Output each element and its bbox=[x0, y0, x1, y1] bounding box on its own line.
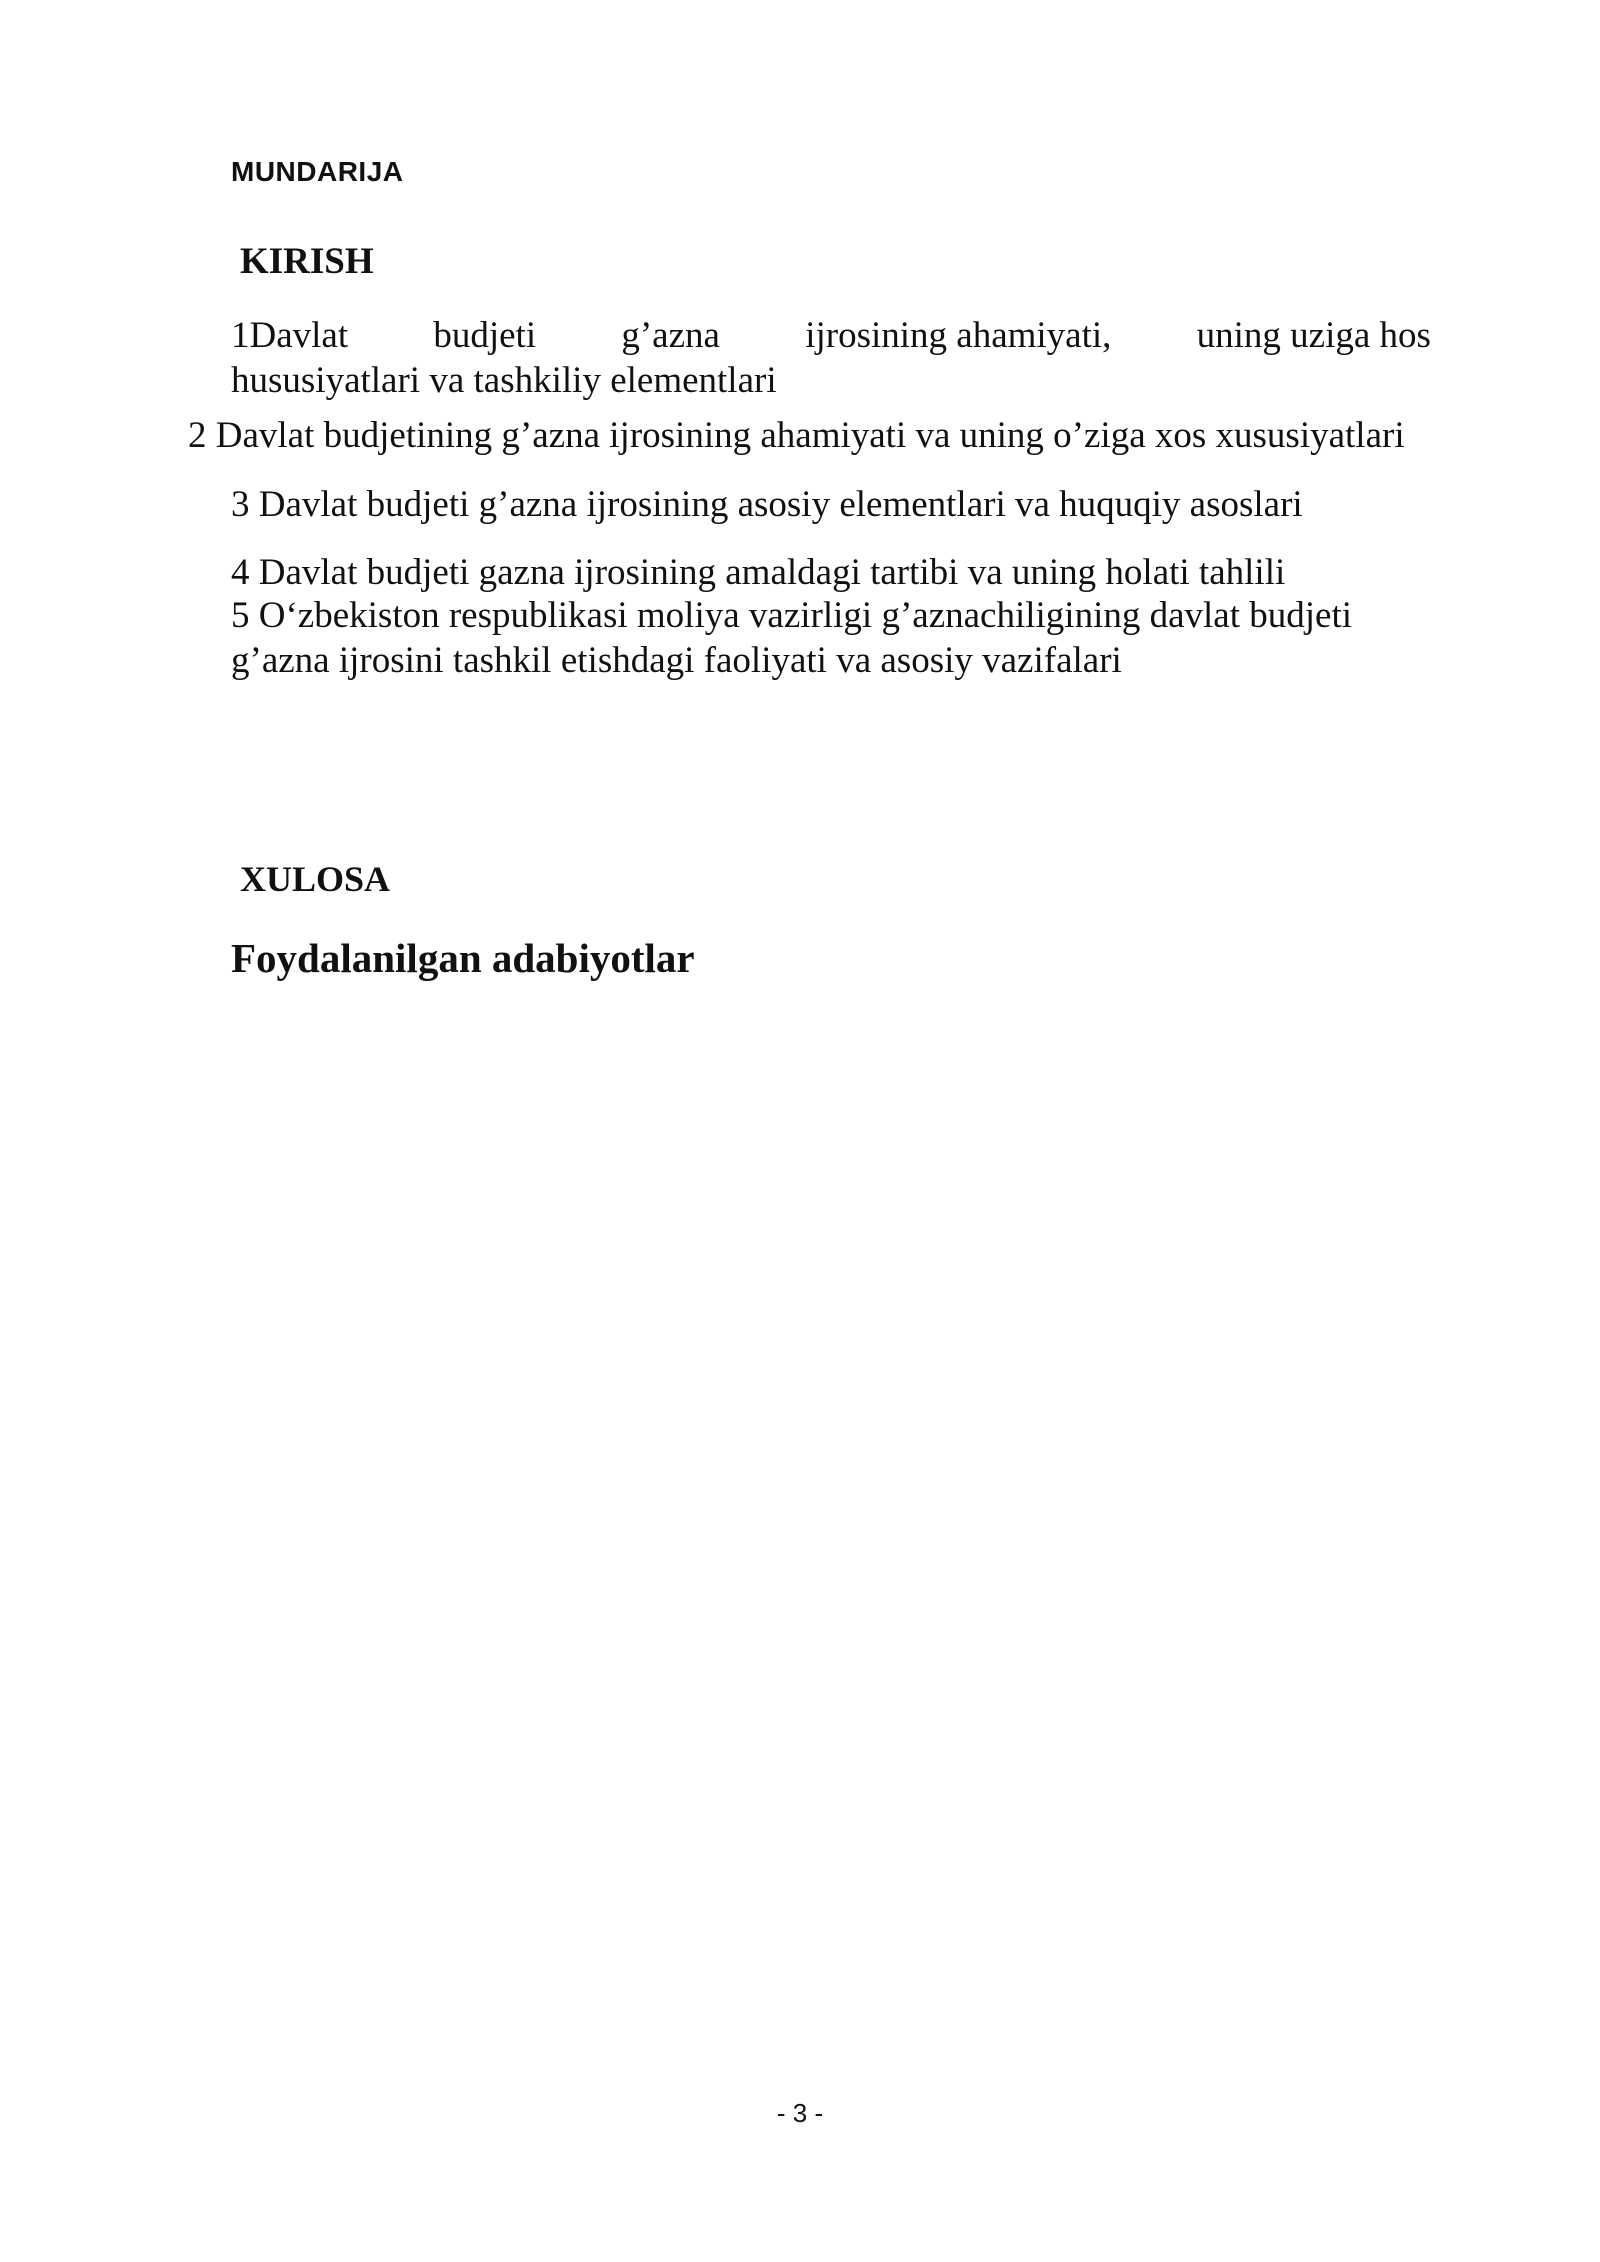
toc-entry-1-word: ijrosining ahamiyati, bbox=[805, 315, 1112, 356]
toc-entry-2: 2 Davlat budjetining g’azna ijrosining ahamiyati va uning o’ziga xos xususiyatlari bbox=[188, 415, 1405, 456]
toc-conclusion: XULOSA bbox=[240, 859, 391, 899]
toc-entry-5 bbox=[231, 593, 1352, 683]
toc-entry-5-line1: 5 O‘zbekiston respublikasi moliya vazirligi g’aznachiligining davlat budjeti bbox=[231, 595, 1353, 636]
toc-entry-5-line2: g’azna ijrosini tashkil etishdagi faoliyati va asosiy vazifalari bbox=[231, 640, 1122, 681]
toc-entry-1-word: budjeti bbox=[433, 315, 537, 356]
toc-entry-1 bbox=[231, 313, 1431, 403]
toc-entry-3: 3 Davlat budjeti g’azna ijrosining asosiy elementlari va huquqiy asoslari bbox=[231, 484, 1303, 525]
toc-references: Foydalanilgan adabiyotlar bbox=[231, 935, 695, 981]
toc-title: MUNDARIJA bbox=[231, 156, 404, 187]
toc-entry-1-line2: hususiyatlari va tashkiliy elementlari bbox=[231, 360, 777, 401]
toc-intro: KIRISH bbox=[240, 241, 374, 282]
toc-entry-1-word: 1Davlat bbox=[231, 315, 349, 356]
page-number: - 3 - bbox=[776, 2098, 824, 2128]
toc-entry-4: 4 Davlat budjeti gazna ijrosining amaldagi tartibi va uning holati tahlili bbox=[231, 552, 1286, 593]
toc-entry-1-word: uning uziga hos bbox=[1196, 315, 1431, 356]
toc-entry-1-line1 bbox=[231, 313, 1431, 358]
toc-entry-1-word: g’azna bbox=[621, 315, 720, 356]
